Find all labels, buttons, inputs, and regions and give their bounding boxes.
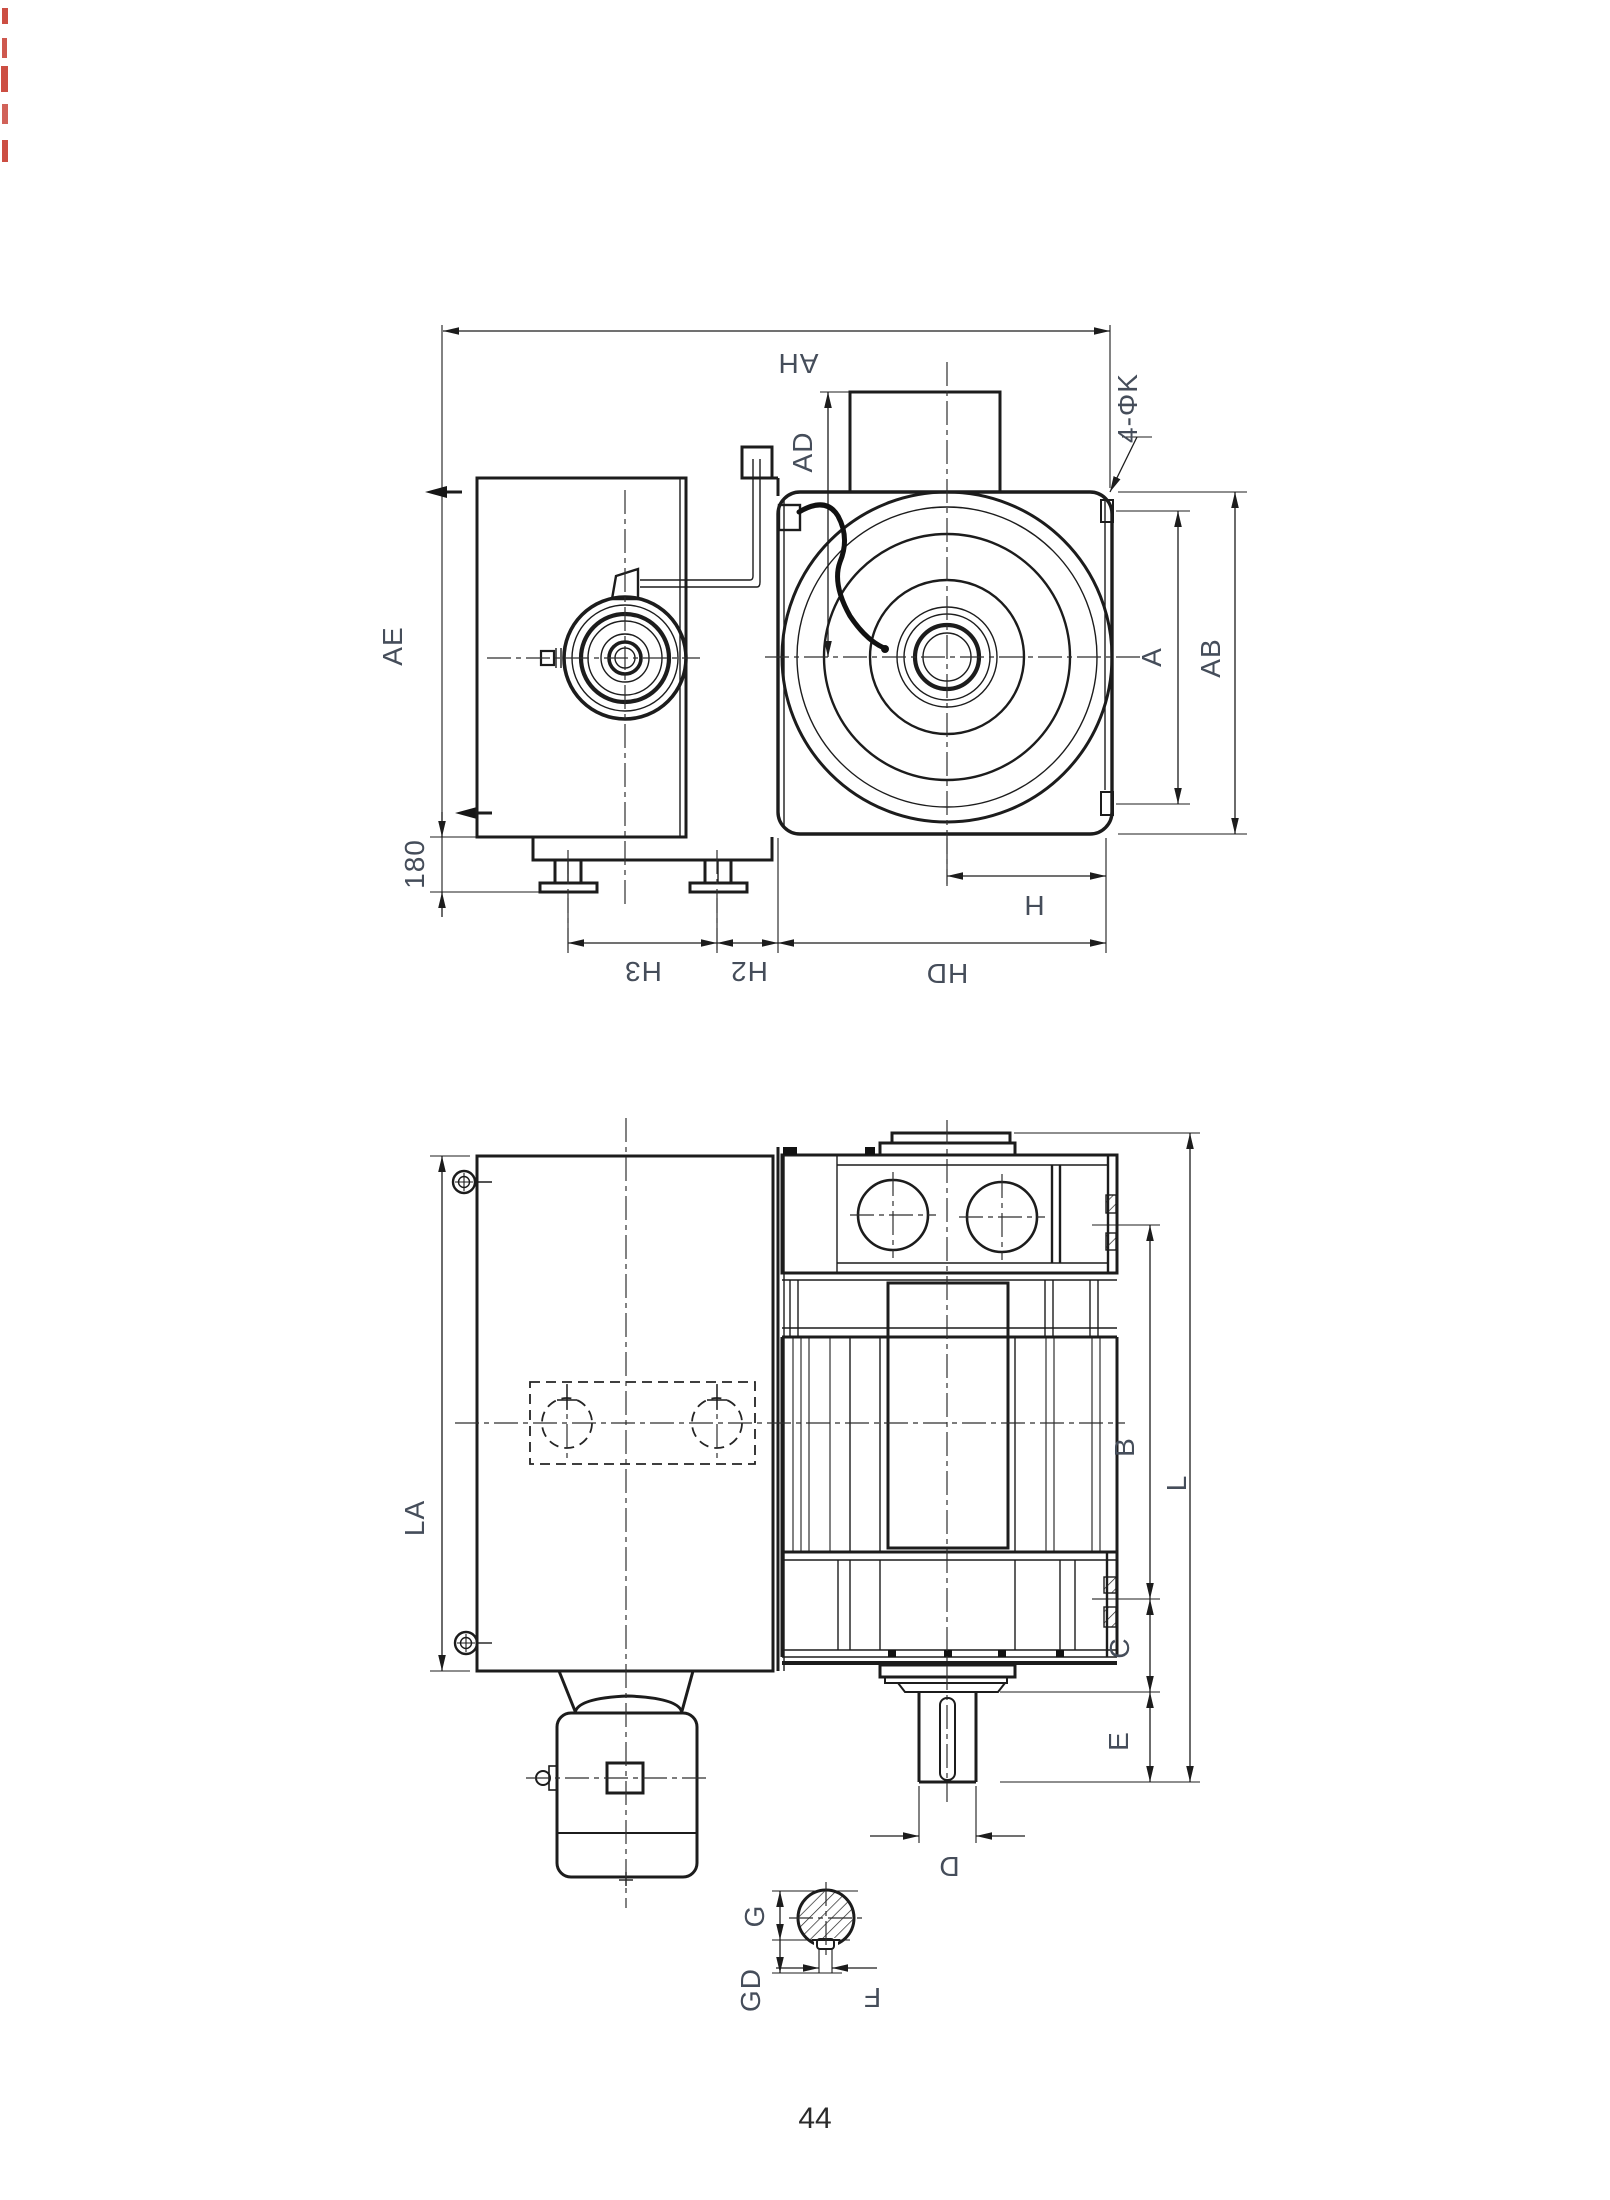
motor-end-bracket <box>782 1552 1117 1657</box>
dim-label-hd: HD <box>925 958 969 989</box>
dim-label-d: D <box>938 1851 960 1882</box>
left-pointer-bottom <box>455 807 477 819</box>
shaft-section-detail <box>772 1882 877 1973</box>
dim-label-h: H <box>1023 890 1045 921</box>
left-pointer-top <box>425 486 447 498</box>
dim-label-ae: AE <box>377 626 408 666</box>
terminal-box-top-view <box>850 392 1000 492</box>
dim-label-ad: AD <box>787 431 818 473</box>
dim-label-la: LA <box>399 1499 430 1537</box>
terminal-box-side-view <box>782 1133 1117 1273</box>
junction-block <box>779 505 800 530</box>
dim-label-c: C <box>1104 1637 1135 1659</box>
dim-label-180: 180 <box>399 839 430 889</box>
stator-core-block <box>888 1283 1008 1548</box>
gearbox-housing-end-view <box>477 447 778 892</box>
conduit-fitting <box>742 447 772 478</box>
dim-label-a: A <box>1136 647 1167 667</box>
dim-label-f: F <box>862 1982 882 2013</box>
pump-end-view <box>541 569 686 719</box>
page-number: 44 <box>798 2102 832 2135</box>
motor-side-view <box>782 1133 1117 1782</box>
motor-finned-body <box>782 1283 1117 1657</box>
top-view <box>377 325 1247 989</box>
dim-label-l: L <box>1161 1474 1192 1492</box>
scan-artifact-marks <box>1 8 8 162</box>
bottom-view <box>399 1118 1200 2013</box>
housing-screw-bottom <box>455 1632 492 1654</box>
motor-bottom-plate <box>782 1650 1117 1692</box>
dim-label-b: B <box>1109 1437 1140 1457</box>
dim-label-h2: H2 <box>730 956 768 987</box>
housing-screw-top <box>453 1171 492 1193</box>
dim-label-h3: H3 <box>624 956 662 987</box>
dim-label-gd: GD <box>735 1968 766 2012</box>
dim-label-bolt: 4-ΦK <box>1112 373 1143 443</box>
dim-label-ab: AB <box>1195 638 1226 678</box>
motor-flange-end-view <box>778 492 1113 834</box>
bottom-view-dimensions <box>430 1133 1200 1843</box>
dim-label-g: G <box>739 1904 770 1928</box>
motor-lead-wire <box>799 505 884 648</box>
dim-label-ah: AH <box>777 348 819 379</box>
dim-label-e: E <box>1103 1731 1134 1751</box>
gearbox-housing-side-view <box>453 1156 773 1671</box>
